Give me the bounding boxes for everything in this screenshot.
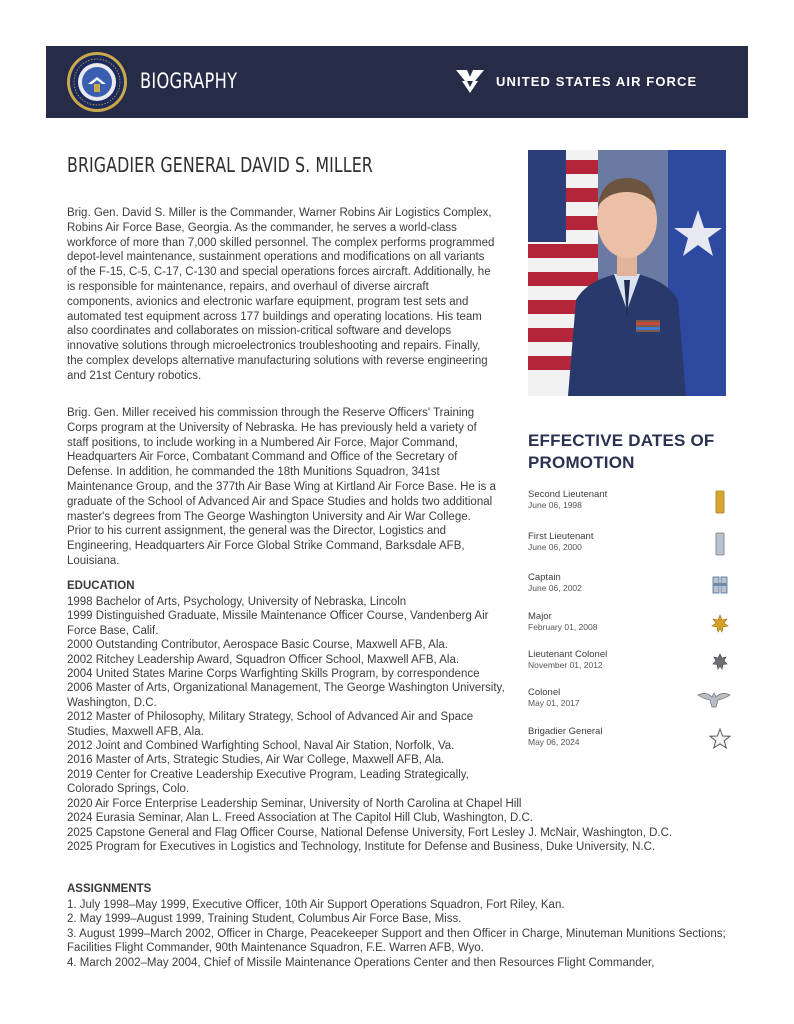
portrait-image bbox=[528, 150, 726, 396]
list-item: 2016 Master of Arts, Strategic Studies, Air War College, Maxwell AFB, Ala. bbox=[67, 754, 445, 767]
bio-paragraph: Brig. Gen. David S. Miller is the Commander, Warner Robins Air Logistics Complex, Robins Air Force Base, Georgia. As the commander, he serves a world-class workforce of more than 7,000 skilled personnel. The complex performs programmed depot-level maintenance, sustainment operations and modifications on all variants of the F-15, C-5, C-17, C-130 and special operations forces aircraft. Additionally, he is responsible for maintenance, repairs, and overhaul of diverse aircraft components, avionics and electronic warfare equipment, program test sets and automated test equipment across 177 buildings and operating locations. His team also coordinates and collaborates on mission-critical software and develops innovative solutions through microelectronics troubleshooting and repairs. Finally, the complex develops alternative manufacturing solutions with reverse engineering and 21st Century robotics. bbox=[67, 207, 495, 382]
bio-paragraph: Brig. Gen. Miller received his commission through the Reserve Officers' Training Corps program at the University of Nebraska. He has previously held a variety of staff positions, to include working in a Numbered Air Force, Major Command, Headquarters Air Force, Combatant Command and Office of the Secretary of Defense. In addition, he commanded the 18th Munitions Squadron, 341st Maintenance Group, and the 377th Air Base Wing at Kirtland Air Force Base. He is a graduate of the School of Advanced Air and Space Studies and holds two additional master's degrees from The George Washington University and Air War College. Prior to his current assignment, the general was the Director, Logistics and Engineering, Headquarters Air Force Global Strike Command, Barksdale AFB, Louisiana. bbox=[67, 407, 496, 567]
header-banner bbox=[46, 46, 748, 118]
rank-date: May 01, 2017 bbox=[528, 698, 580, 708]
list-item: 2006 Master of Arts, Organizational Management, The George Washington University, Washington, D.C. bbox=[67, 682, 505, 709]
rank-entry bbox=[528, 649, 728, 671]
list-item: 2020 Air Force Enterprise Leadership Seminar, University of North Carolina at Chapel Hill bbox=[67, 797, 522, 810]
air-force-symbol-icon bbox=[455, 68, 485, 94]
promotion-title: EFFECTIVE DATES OF PROMOTION bbox=[528, 431, 715, 472]
organization-name: UNITED STATES AIR FORCE bbox=[496, 74, 698, 89]
banner-title: BIOGRAPHY bbox=[140, 69, 238, 93]
list-item: 3. August 1999–March 2002, Officer in Charge, Peacekeeper Support and then Officer in Charge, Minuteman Munitions Sections; Facilities Flight Commander, 90th Maintenance Squadron, F.E. Warren AFB, Wyo. bbox=[67, 927, 726, 955]
list-item: 1. July 1998–May 1999, Executive Officer, 10th Air Support Operations Squadron, Fort Riley, Kan. bbox=[67, 899, 565, 911]
double-silver-bar-icon bbox=[708, 572, 732, 598]
rank-date: June 06, 2000 bbox=[528, 542, 582, 552]
list-item: 2019 Center for Creative Leadership Executive Program, Leading Strategically, Colorado Springs, Colo. bbox=[67, 768, 469, 796]
gold-bar-icon bbox=[708, 489, 732, 515]
rank-name: Captain bbox=[528, 572, 561, 583]
official-portrait bbox=[528, 150, 726, 396]
list-item: 4. March 2002–May 2004, Chief of Missile Maintenance Operations Center and then Resources Flight Commander, bbox=[67, 956, 655, 969]
rank-name: Major bbox=[528, 611, 552, 622]
rank-entry bbox=[528, 687, 728, 709]
assignments-list bbox=[67, 898, 737, 970]
silver-bar-icon bbox=[708, 531, 732, 557]
list-item: 2002 Ritchey Leadership Award, Squadron Officer School, Maxwell AFB, Ala. bbox=[67, 653, 460, 666]
list-item: 2012 Master of Philosophy, Military Strategy, School of Advanced Air and Space Studies, Maxwell AFB, Ala. bbox=[67, 711, 474, 738]
list-item: 2025 Program for Executives in Logistics and Technology, Institute for Defense and Business, Duke University, N.C. bbox=[67, 840, 656, 853]
rank-date: June 06, 2002 bbox=[528, 583, 582, 593]
rank-date: June 06, 1998 bbox=[528, 500, 582, 510]
list-item: 1999 Distinguished Graduate, Missile Maintenance Officer Course, Vandenberg Air Force Base, Calif. bbox=[67, 610, 489, 637]
gold-oak-leaf-icon bbox=[708, 611, 732, 637]
list-item: 2000 Outstanding Contributor, Aerospace Basic Course, Maxwell AFB, Ala. bbox=[67, 639, 448, 652]
rank-name: Colonel bbox=[528, 687, 561, 698]
eagle-icon bbox=[696, 687, 732, 713]
rank-entry bbox=[528, 726, 728, 748]
list-item: 2024 Eurasia Seminar, Alan L. Freed Association at The Capitol Hill Club, Washington, D.C. bbox=[67, 812, 533, 825]
rank-date: May 06, 2024 bbox=[528, 737, 580, 747]
rank-entry bbox=[528, 611, 728, 633]
list-item: 2004 United States Marine Corps Warfighting Skills Program, by correspondence bbox=[67, 668, 480, 681]
silver-oak-leaf-icon bbox=[708, 649, 732, 675]
rank-date: November 01, 2012 bbox=[528, 660, 603, 670]
list-item: 2. May 1999–August 1999, Training Student, Columbus Air Force Base, Miss. bbox=[67, 913, 462, 926]
assignments-heading: ASSIGNMENTS bbox=[67, 883, 152, 895]
rank-name: Second Lieutenant bbox=[528, 489, 608, 500]
education-heading: EDUCATION bbox=[67, 580, 135, 592]
education-list bbox=[67, 595, 727, 854]
rank-entry bbox=[528, 531, 728, 553]
list-item: 2012 Joint and Combined Warfighting School, Naval Air Station, Norfolk, Va. bbox=[67, 740, 455, 753]
department-of-the-air-force-seal-icon bbox=[66, 51, 128, 113]
page-title: BRIGADIER GENERAL DAVID S. MILLER bbox=[67, 153, 373, 177]
rank-entry bbox=[528, 572, 728, 594]
rank-name: First Lieutenant bbox=[528, 531, 594, 542]
rank-entry bbox=[528, 489, 728, 511]
rank-name: Lieutenant Colonel bbox=[528, 649, 608, 660]
list-item: 1998 Bachelor of Arts, Psychology, University of Nebraska, Lincoln bbox=[67, 596, 407, 608]
star-icon bbox=[708, 726, 732, 752]
rank-name: Brigadier General bbox=[528, 726, 603, 737]
list-item: 2025 Capstone General and Flag Officer Course, National Defense University, Fort Lesley J. McNair, Washington, D.C. bbox=[67, 826, 673, 839]
rank-date: February 01, 2008 bbox=[528, 622, 598, 632]
